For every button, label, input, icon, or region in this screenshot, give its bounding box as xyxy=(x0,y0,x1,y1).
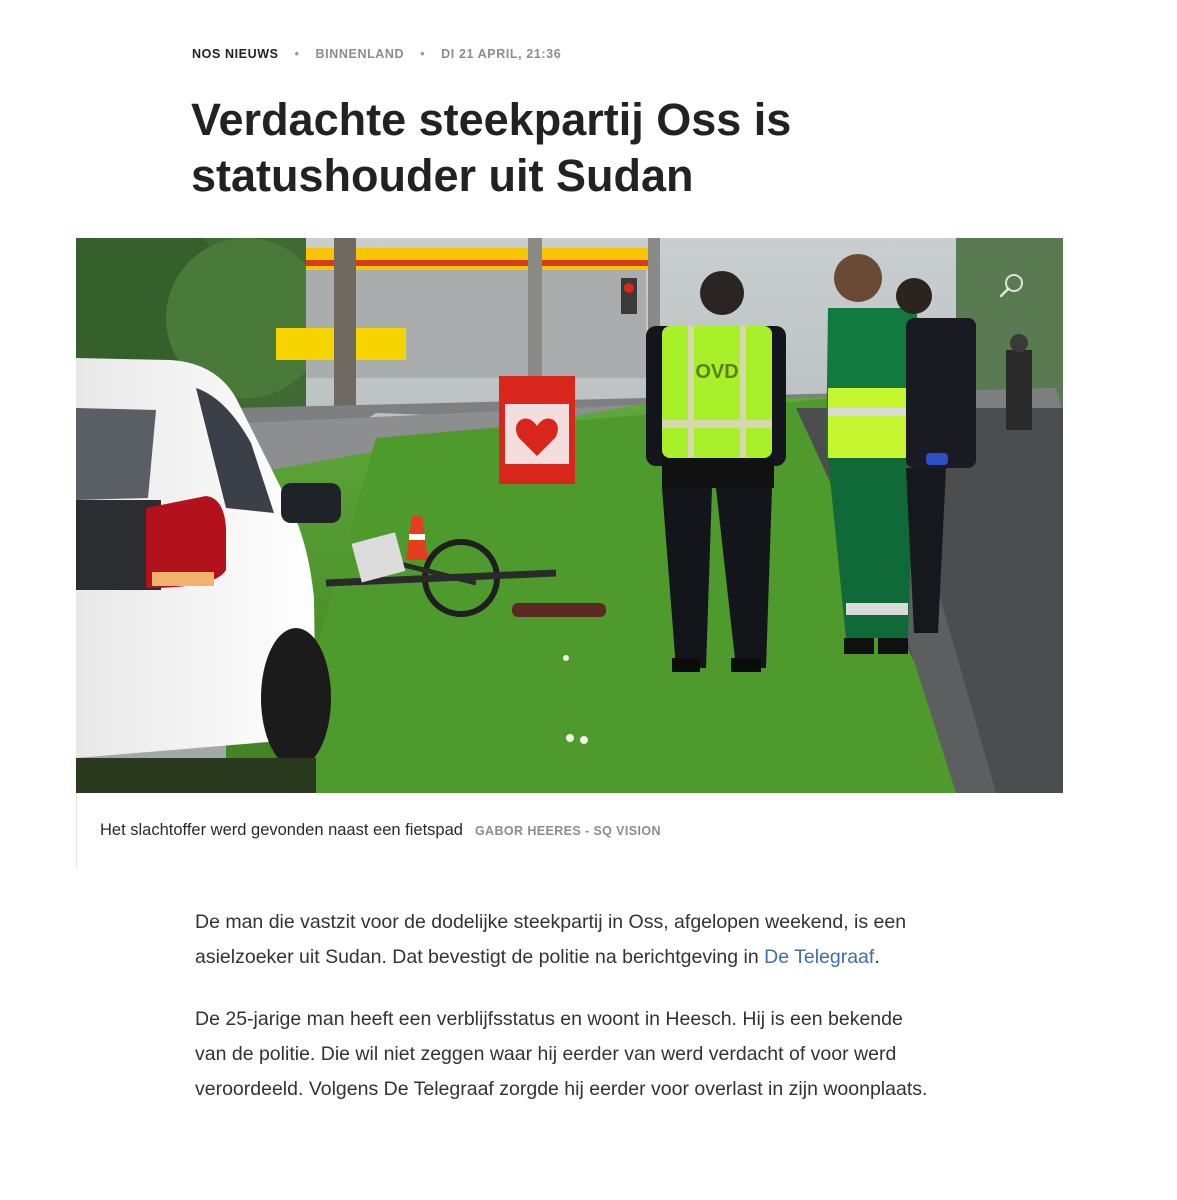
paragraph-1-end: . xyxy=(874,946,880,968)
photo-caption xyxy=(100,821,661,840)
svg-text:OVD: OVD xyxy=(695,361,739,383)
meta-separator: • xyxy=(294,47,300,61)
telegraaf-link[interactable]: De Telegraaf xyxy=(764,946,875,968)
publish-date: DI 21 APRIL, 21:36 xyxy=(441,47,562,61)
meta-separator: • xyxy=(420,47,426,61)
caption-text: Het slachtoffer werd gevonden naast een fietspad xyxy=(100,821,463,839)
article-meta xyxy=(192,47,561,61)
paragraph-1-text: De man die vastzit voor de dodelijke steekpartij in Oss, afgelopen weekend, is een asielzoeker uit Sudan. Dat bevestigt de politie na berichtgeving in xyxy=(195,911,907,968)
article-body xyxy=(195,905,930,1134)
paragraph-2: De 25-jarige man heeft een verblijfsstatus en woont in Heesch. Hij is een bekende van de politie. Die wil niet zeggen waar hij eerder van werd verdacht of voor werd veroordeeld. Volgens De Telegraaf zorgde hij eerder voor overlast in zijn woonplaats. xyxy=(195,1008,928,1100)
article-photo[interactable] xyxy=(76,238,1063,793)
article-headline: Verdachte steekpartij Oss is statushouder uit Sudan xyxy=(191,94,792,201)
paragraph-1 xyxy=(195,905,930,975)
section-label[interactable]: BINNENLAND xyxy=(315,47,405,61)
source-label[interactable]: NOS NIEUWS xyxy=(192,47,279,61)
magnifier-icon[interactable] xyxy=(996,270,1028,302)
photo-credit: GABOR HEERES - SQ VISION xyxy=(474,824,661,838)
caption-divider xyxy=(76,793,77,869)
photo-illustration xyxy=(76,238,1063,793)
